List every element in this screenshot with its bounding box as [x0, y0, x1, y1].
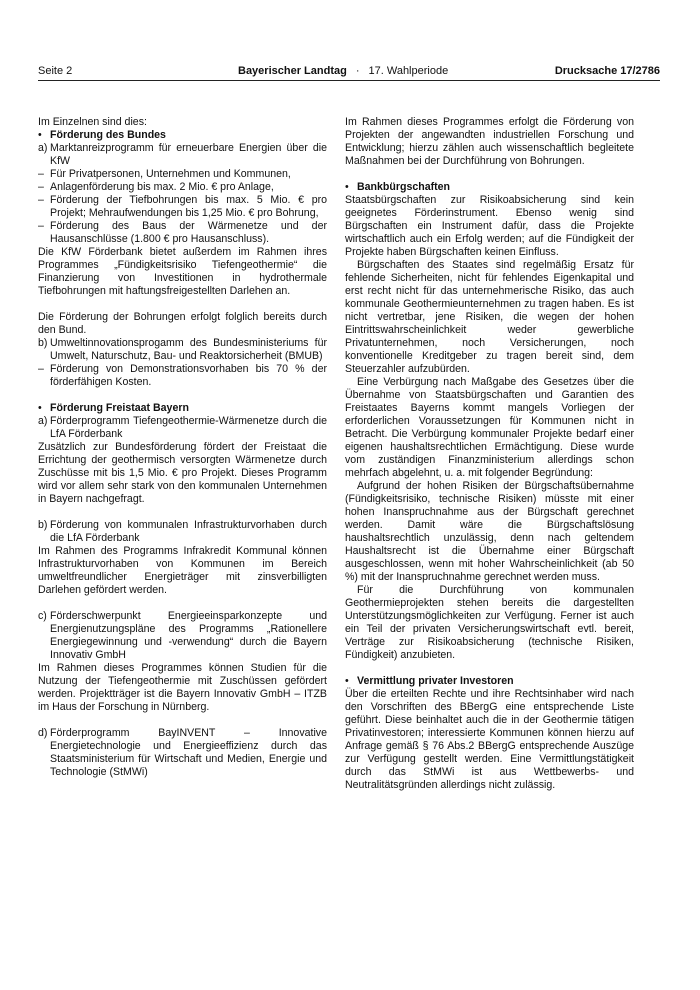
paragraph: Über die erteilten Rechte und ihre Rechtsinhaber wird nach den Vorschriften des BBergG eine entsprechende Liste geführt. Diese beinhaltet auch die in der Geothermie tätigen Privatinvestoren; interessierte Kommunen können hierzu auf Anfrage gemäß § 76 Abs.2 BBergG entsprechende Auszüge zur Verfügung gestellt werden. Eine Vermittlungstätigkeit durch das StMWi ist aus Wettbewerbs- und Neutralitätsgründen allerdings nicht zulässig. — [345, 688, 634, 791]
paragraph: Zusätzlich zur Bundesförderung fördert der Freistaat die Errichtung der geothermisch versorgten Wärmenetze durch Zuschüsse mit bis 1,5 Mio. € pro Projekt. Dieses Programm wird vor allem sehr stark von den kommunalen Unternehmen in Bayern nachgefragt. — [38, 441, 327, 505]
header-rule — [38, 80, 660, 81]
dash-text: Für Privatpersonen, Unternehmen und Kommunen, — [50, 168, 291, 180]
intro-text: Im Einzelnen sind dies: — [38, 116, 147, 128]
paragraph: Eine Verbürgung nach Maßgabe des Gesetzes über die Übernahme von Staatsbürgschaften und Garantien des Freistaates Bayerns kommt mangels Vorliegen der erforderlichen Voraussetzungen für Kommunen nicht in Betracht. Die Verbürgung kommunaler Projekte bedarf einer eigenen haushaltsrechtlichen Ermächtigung. Diese wurde vom zuständigen Finanzministerium allerdings schon mehrfach abgelehnt, u. a. mit folgender Begründung: — [345, 376, 634, 479]
document-number: Drucksache 17/2786 — [554, 65, 660, 77]
list-text: Marktanreizprogramm für erneuerbare Energien über die KfW — [50, 142, 327, 167]
dash-item — [38, 181, 327, 194]
dash-marker: – — [38, 363, 44, 375]
dash-item — [38, 363, 327, 389]
dash-marker: – — [38, 220, 44, 232]
dash-item — [38, 220, 327, 246]
heading-text: Vermittlung privater Investoren — [357, 675, 514, 687]
list-text: Förderprogramm BayINVENT – Innovative Energietechnologie und Energieeffizienz durch das Staatsministerium für Wirtschaft und Medien, Energie und Technologie (StMWi) — [50, 727, 327, 778]
paragraph: Im Rahmen dieses Programmes erfolgt die Förderung von Projekten der angewandten industriellen Forschung und Entwicklung; hierzu zählen auch wissenschaftlich begleitete Maßnahmen bei der Durchführung von Bohrungen. — [345, 116, 634, 167]
header-center — [238, 64, 448, 78]
paragraph: Im Rahmen dieses Programmes können Studien für die Nutzung der Tiefengeothermie mit Zuschüssen gefördert werden. Projektträger ist die Bayern Innovativ GmbH – ITZB im Haus der Forschung in Nürnberg. — [38, 662, 327, 713]
list-item-b — [38, 519, 327, 545]
page-number: Seite 2 — [38, 65, 73, 77]
header-separator: · — [355, 65, 360, 77]
list-marker: a) — [38, 415, 48, 427]
bullet-icon: • — [38, 402, 42, 414]
list-marker: b) — [38, 519, 48, 531]
bullet-icon: • — [345, 181, 349, 193]
section-heading-bayern — [38, 402, 327, 415]
paragraph: Aufgrund der hohen Risiken der Bürgschaftsübernahme (Fündigkeitsrisiko, technische Risiken) müsste mit einer hohen Inanspruchnahme aus der Bürgschaft gerechnet werden. Damit wäre die Bürgschaftslösung haushaltsrechtlich unzulässig, denn nach geltendem Haushaltsrecht ist die Übernahme einer Bürgschaft ausgeschlossen, wenn mit hoher Wahrscheinlichkeit (ab 50 %) mit der Inanspruchnahme gerechnet werden muss. — [345, 480, 634, 583]
kfw-paragraph: Die KfW Förderbank bietet außerdem im Rahmen ihres Programmes „Fündigkeitsrisiko Tiefengeothermie“ die Finanzierung von Investitionen in hydrothermale Tiefbohrungen mit haftungsfreigestellten Darlehen an. — [38, 246, 327, 297]
bund-conclusion: Die Förderung der Bohrungen erfolgt folglich bereits durch den Bund. — [38, 311, 327, 336]
right-column — [345, 116, 634, 792]
dash-item — [38, 168, 327, 181]
dash-text: Förderung von Demonstrationsvorhaben bis 70 % der förderfähigen Kosten. — [50, 363, 327, 388]
section-heading-buergschaften — [345, 181, 634, 194]
bullet-icon: • — [38, 129, 42, 141]
list-item-a — [38, 415, 327, 441]
list-text: Förderprogramm Tiefengeothermie-Wärmenetze durch die LfA Förderbank — [50, 415, 327, 440]
section-heading-investoren — [345, 675, 634, 688]
dash-text: Förderung der Tiefbohrungen bis max. 5 Mio. € pro Projekt; Mehraufwendungen bis 1,25 Mio. € pro Bohrung, — [50, 194, 327, 219]
dash-marker: – — [38, 194, 44, 206]
list-marker: a) — [38, 142, 48, 154]
left-column — [38, 116, 327, 779]
list-item-d — [38, 727, 327, 779]
list-marker: b) — [38, 337, 48, 349]
heading-text: Förderung Freistaat Bayern — [50, 402, 189, 414]
dash-marker: – — [38, 181, 44, 193]
bullet-icon: • — [345, 675, 349, 687]
list-text: Umweltinnovationsprogamm des Bundesministeriums für Umwelt, Naturschutz, Bau- und Reaktorsicherheit (BMUB) — [50, 337, 327, 362]
dash-text: Anlagenförderung bis max. 2 Mio. € pro Anlage, — [50, 181, 274, 193]
parliament-name: Bayerischer Landtag — [238, 65, 347, 77]
page-header — [38, 64, 660, 80]
list-item-c — [38, 610, 327, 662]
dash-item — [38, 194, 327, 220]
paragraph: Für die Durchführung von kommunalen Geothermieprojekten stehen bereits die dargestellten Unterstützungsmöglichkeiten zur Verfügung. Ferner ist auch ein Teil der privaten Versicherungswirtschaft evtl. bereit, Verträge zur Risikoabsicherung (technische Risiken, Fündigkeit) anzubieten. — [345, 584, 634, 661]
list-item-b — [38, 337, 327, 363]
list-text: Förderschwerpunkt Energieeinsparkonzepte und Energienutzungspläne des Programms „Rationellere Energiegewinnung und -verwendung“ durch die Bayern Innovativ GmbH — [50, 610, 327, 661]
dash-marker: – — [38, 168, 44, 180]
list-item-a — [38, 142, 327, 168]
list-marker: c) — [38, 610, 47, 622]
legislative-period: 17. Wahlperiode — [368, 65, 449, 77]
paragraph: Im Rahmen des Programms Infrakredit Kommunal können Infrastrukturvorhaben von Kommunen im Bereich umweltfreundlicher Energieträger mit zinsverbilligten Darlehen gefördert werden. — [38, 545, 327, 596]
heading-text: Förderung des Bundes — [50, 129, 166, 141]
dash-text: Förderung des Baus der Wärmenetze und der Hausanschlüsse (1.800 € pro Hausanschluss). — [50, 220, 327, 245]
list-text: Förderung von kommunalen Infrastrukturvorhaben durch die LfA Förderbank — [50, 519, 327, 544]
section-heading-bund — [38, 129, 327, 142]
paragraph: Staatsbürgschaften zur Risikoabsicherung sind kein geeignetes Förderinstrument. Ebenso wenig sind Bürgschaften ein Instrument dafür, dass die Projekte wirtschaftlich auch ein Erfolg werden; auf die Fündigkeit der Projekte haben Bürgschaften keinen Einfluss. — [345, 194, 634, 258]
list-marker: d) — [38, 727, 48, 739]
paragraph: Bürgschaften des Staates sind regelmäßig Ersatz für fehlende Sicherheiten, nicht für fehlendes Eigenkapital und erst recht nicht für das unternehmerische Risiko, das auch kommunale Geothermieunternehmen zu tragen haben. Es ist nicht vertretbar, jene Risiken, die wegen der hohen Eintrittswahrscheinlichkeit weder gewerbliche Privatunternehmen, noch Versicherungen, noch konventionelle Kreditgeber zu tragen bereit sind, dem Steuerzahler aufzubürden. — [345, 259, 634, 375]
heading-text: Bankbürgschaften — [357, 181, 451, 193]
